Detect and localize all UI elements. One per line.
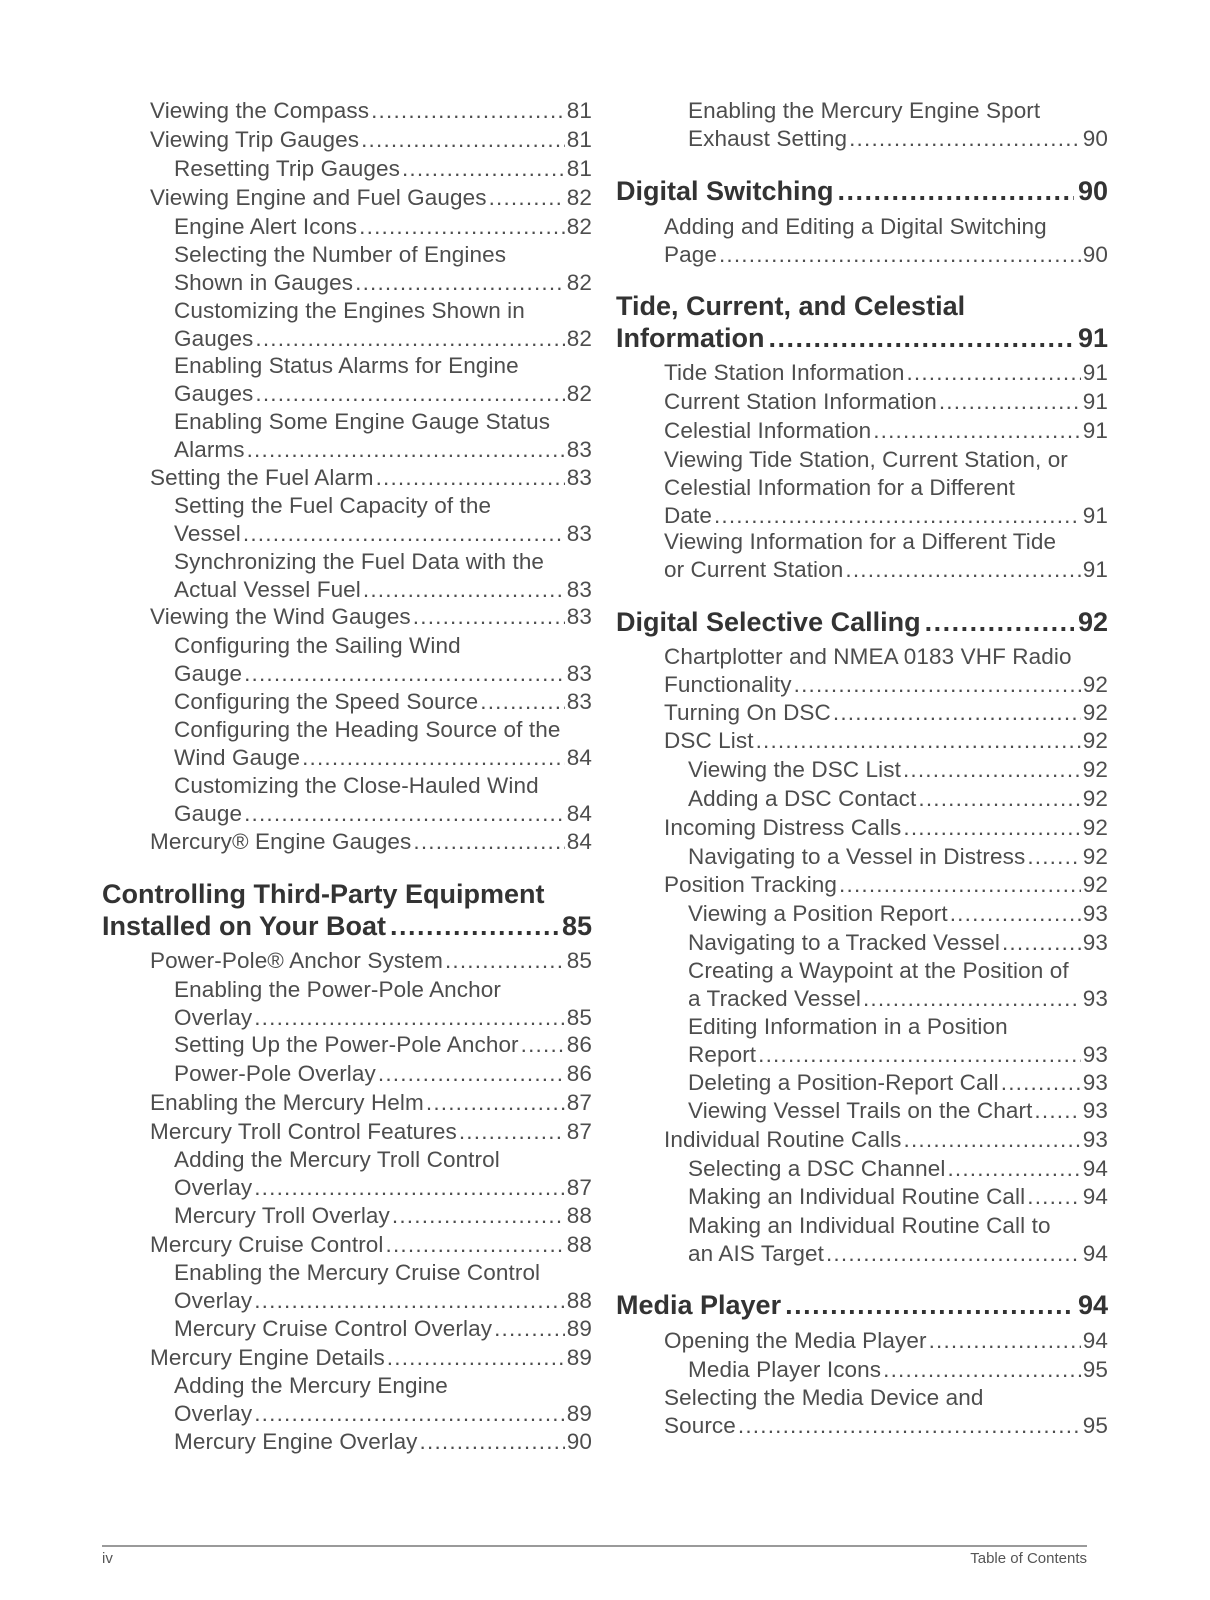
toc-entry-title: Deleting a Position-Report Call (688, 1070, 999, 1095)
dot-leader (387, 1344, 565, 1372)
toc-section-heading[interactable] (616, 1289, 1108, 1321)
dot-leader (947, 1155, 1080, 1183)
toc-entry-title: Viewing a Position Report (688, 901, 948, 926)
toc-entry-title: Mercury® Engine Gauges (150, 829, 412, 854)
dot-leader (243, 520, 565, 548)
toc-entry[interactable] (102, 947, 592, 975)
dot-leader (386, 1231, 565, 1259)
toc-page-number[interactable]: 90 (1082, 242, 1108, 267)
toc-page-number[interactable]: 93 (1082, 1070, 1108, 1095)
dot-leader (904, 1126, 1081, 1154)
toc-entry-title: Power-Pole Overlay (174, 1061, 376, 1086)
toc-entry-title: Power-Pole® Anchor System (150, 948, 443, 973)
dot-leader (833, 699, 1081, 727)
dot-leader (494, 1315, 565, 1343)
toc-page-number[interactable]: 83 (566, 437, 592, 462)
toc-subentry[interactable] (102, 352, 592, 408)
toc-entry-title: Shown in Gauges (174, 270, 354, 295)
toc-entry-title: Gauge (174, 661, 243, 686)
toc-page-number[interactable]: 83 (566, 465, 592, 490)
dot-leader (244, 800, 565, 828)
dot-leader (756, 727, 1081, 755)
toc-page-number[interactable]: 95 (1082, 1357, 1108, 1382)
toc-subentry[interactable] (102, 297, 592, 353)
toc-page-number[interactable]: 88 (566, 1203, 592, 1228)
toc-entry-title: Digital Selective Calling (616, 607, 921, 637)
dot-leader (355, 269, 565, 297)
dot-leader (906, 359, 1080, 387)
toc-entry-title: Enabling Status Alarms for Engine (174, 353, 519, 378)
dot-leader (785, 1289, 1074, 1321)
toc-entry-title: an AIS Target (688, 1241, 824, 1266)
toc-entry-title: Report (688, 1042, 757, 1067)
toc-entry-title: Adding a DSC Contact (688, 786, 917, 811)
dot-leader (413, 828, 564, 856)
toc-page-number[interactable]: 93 (1082, 1042, 1108, 1067)
toc-entry-title: Making an Individual Routine Call to (688, 1213, 1051, 1238)
toc-entry-title: Editing Information in a Position (688, 1014, 1008, 1039)
dot-leader (758, 1041, 1081, 1069)
toc-page-number[interactable]: 91 (1082, 360, 1108, 385)
toc-entry-title: Gauges (174, 381, 254, 406)
toc-page-number[interactable]: 83 (566, 689, 592, 714)
toc-entry-title: Setting the Fuel Alarm (150, 465, 374, 490)
toc-page-number[interactable]: 91 (1082, 389, 1108, 414)
toc-entry[interactable] (616, 359, 1108, 387)
dot-leader (939, 388, 1081, 416)
toc-entry-title: Selecting the Media Device and (664, 1385, 984, 1410)
toc-entry-title: Celestial Information for a Different (664, 475, 1015, 500)
dot-leader (1027, 1183, 1081, 1211)
toc-entry[interactable] (616, 528, 1108, 584)
dot-leader (302, 744, 565, 772)
dot-leader (390, 910, 558, 942)
toc-entry-title: Selecting the Number of Engines (174, 242, 507, 267)
dot-leader (402, 155, 565, 183)
toc-entry-title: Navigating to a Tracked Vessel (688, 930, 1000, 955)
dot-leader (929, 1327, 1081, 1355)
toc-entry-title: Viewing Trip Gauges (150, 127, 360, 152)
toc-entry-title: Incoming Distress Calls (664, 815, 902, 840)
toc-entry-title: Installed on Your Boat (102, 911, 387, 941)
toc-subentry[interactable] (616, 97, 1108, 153)
toc-entry-title: Enabling Some Engine Gauge Status (174, 409, 551, 434)
toc-entry-title: Synchronizing the Fuel Data with the (174, 549, 545, 574)
toc-subentry[interactable] (616, 1183, 1108, 1211)
toc-entry-title: Adding the Mercury Troll Control (174, 1147, 500, 1172)
dot-leader (925, 606, 1074, 638)
toc-page-number[interactable]: 92 (1077, 607, 1108, 637)
toc-page-number[interactable]: 95 (1082, 1413, 1108, 1438)
toc-subentry[interactable] (616, 843, 1108, 871)
toc-entry-title: Source (664, 1413, 736, 1438)
toc-page-number[interactable]: 86 (566, 1032, 592, 1057)
toc-page-number[interactable]: 93 (1082, 1098, 1108, 1123)
toc-entry-title: Celestial Information (664, 418, 872, 443)
dot-leader (849, 125, 1081, 153)
toc-page-number[interactable]: 93 (1082, 901, 1108, 926)
toc-page-number[interactable]: 88 (566, 1288, 592, 1313)
toc-subentry[interactable] (616, 957, 1108, 1013)
toc-section-heading[interactable] (102, 878, 592, 942)
toc-page-number[interactable]: 82 (566, 185, 592, 210)
toc-entry-title: Adding the Mercury Engine (174, 1373, 448, 1398)
toc-section-heading[interactable] (616, 290, 1108, 354)
toc-entry-title: Engine Alert Icons (174, 214, 358, 239)
toc-page-number[interactable]: 92 (1082, 728, 1108, 753)
toc-entry-title: Information (616, 323, 765, 353)
toc-entry-title: Configuring the Sailing Wind (174, 633, 461, 658)
toc-page-number[interactable]: 86 (566, 1061, 592, 1086)
toc-page-number[interactable]: 94 (1082, 1184, 1108, 1209)
toc-entry-title: Controlling Third-Party Equipment (102, 879, 545, 909)
toc-entry-title: Setting Up the Power-Pole Anchor (174, 1032, 519, 1057)
toc-page-number[interactable]: 94 (1082, 1328, 1108, 1353)
toc-subentry[interactable] (102, 1146, 592, 1202)
toc-entry-title: Navigating to a Vessel in Distress (688, 844, 1026, 869)
toc-entry-title: Chartplotter and NMEA 0183 VHF Radio (664, 644, 1072, 669)
toc-page-number[interactable]: 92 (1082, 700, 1108, 725)
toc-entry-title: Wind Gauge (174, 745, 301, 770)
toc-page-number[interactable]: 93 (1082, 1127, 1108, 1152)
dot-leader (903, 814, 1080, 842)
dot-leader (445, 947, 565, 975)
toc-entry-title: Gauges (174, 326, 254, 351)
toc-page-number[interactable]: 82 (566, 381, 592, 406)
footer-section-title: Table of Contents (970, 1550, 1087, 1567)
dot-leader (255, 325, 564, 353)
toc-subentry[interactable] (102, 716, 592, 772)
toc-entry[interactable] (102, 1118, 592, 1146)
dot-leader (883, 1356, 1081, 1384)
toc-entry-title: Tide Station Information (664, 360, 905, 385)
dot-leader (254, 1400, 565, 1428)
dot-leader (1034, 1097, 1080, 1125)
dot-leader (392, 1202, 565, 1230)
dot-leader (413, 603, 565, 631)
toc-page-number[interactable]: 84 (566, 829, 592, 854)
toc-entry-title: Mercury Cruise Control (150, 1232, 384, 1257)
toc-page-number[interactable]: 92 (1082, 844, 1108, 869)
toc-entry-title: Selecting a DSC Channel (688, 1156, 946, 1181)
toc-page-number[interactable]: 91 (1082, 503, 1108, 528)
toc-entry-title: Viewing Vessel Trails on the Chart (688, 1098, 1033, 1123)
toc-entry[interactable] (616, 727, 1108, 755)
toc-entry-title: Viewing the Compass (150, 98, 370, 123)
toc-page-number[interactable]: 84 (566, 801, 592, 826)
toc-entry-title: Turning On DSC (664, 700, 831, 725)
toc-page-number[interactable]: 92 (1082, 672, 1108, 697)
toc-subentry[interactable] (102, 1202, 592, 1230)
toc-subentry[interactable] (102, 1031, 592, 1059)
toc-entry[interactable] (102, 97, 592, 125)
toc-entry-title: Enabling the Mercury Helm (150, 1090, 424, 1115)
dot-leader (714, 502, 1081, 530)
footer-divider (102, 1545, 1087, 1547)
toc-entry-title: Overlay (174, 1401, 253, 1426)
toc-subentry[interactable] (616, 785, 1108, 813)
dot-leader (826, 1240, 1081, 1268)
toc-entry-title: Viewing the DSC List (688, 757, 901, 782)
toc-entry-title: Current Station Information (664, 389, 937, 414)
dot-leader (363, 576, 565, 604)
toc-page-number[interactable]: 83 (566, 521, 592, 546)
dot-leader (254, 1174, 565, 1202)
dot-leader (254, 1287, 565, 1315)
dot-leader (918, 785, 1080, 813)
toc-entry-title: Making an Individual Routine Call (688, 1184, 1026, 1209)
toc-entry[interactable] (616, 871, 1108, 899)
toc-page-number[interactable]: 85 (566, 1005, 592, 1030)
dot-leader (244, 660, 565, 688)
toc-subentry[interactable] (102, 1315, 592, 1343)
toc-entry-title: Digital Switching (616, 176, 834, 206)
toc-page-number[interactable]: 87 (566, 1175, 592, 1200)
toc-page-number[interactable]: 90 (1077, 176, 1108, 206)
toc-page-number[interactable]: 93 (1082, 986, 1108, 1011)
toc-page-number[interactable]: 89 (566, 1316, 592, 1341)
toc-page-number[interactable]: 90 (566, 1429, 592, 1454)
toc-subentry[interactable] (102, 241, 592, 297)
toc-subentry[interactable] (616, 900, 1108, 928)
toc-page-number[interactable]: 81 (566, 98, 592, 123)
toc-subentry[interactable] (102, 1372, 592, 1428)
toc-entry-title: Customizing the Close-Hauled Wind (174, 773, 539, 798)
toc-entry-title: Enabling the Power-Pole Anchor (174, 977, 501, 1002)
toc-subentry[interactable] (102, 1060, 592, 1088)
dot-leader (247, 436, 565, 464)
toc-entry-title: Viewing the Wind Gauges (150, 604, 411, 629)
toc-entry-title: Overlay (174, 1005, 253, 1030)
toc-entry-title: Viewing Engine and Fuel Gauges (150, 185, 487, 210)
toc-page-number[interactable]: 94 (1082, 1156, 1108, 1181)
toc-entry-title: Alarms (174, 437, 245, 462)
dot-leader (719, 241, 1081, 269)
toc-entry[interactable] (616, 1126, 1108, 1154)
toc-entry-title: Creating a Waypoint at the Position of (688, 958, 1069, 983)
toc-entry[interactable] (616, 446, 1108, 530)
toc-entry-title: Mercury Engine Details (150, 1345, 385, 1370)
toc-page-number[interactable]: 83 (566, 661, 592, 686)
dot-leader (480, 688, 565, 716)
toc-entry-title: Individual Routine Calls (664, 1127, 902, 1152)
toc-entry-title: Actual Vessel Fuel (174, 577, 361, 602)
toc-entry-title: a Tracked Vessel (688, 986, 861, 1011)
dot-leader (738, 1412, 1081, 1440)
toc-section-heading[interactable] (616, 175, 1108, 207)
toc-entry[interactable] (616, 643, 1108, 699)
toc-page-number[interactable]: 93 (1082, 930, 1108, 955)
toc-subentry[interactable] (102, 976, 592, 1032)
toc-entry-title: Customizing the Engines Shown in (174, 298, 525, 323)
toc-subentry[interactable] (616, 929, 1108, 957)
toc-entry[interactable] (616, 1384, 1108, 1440)
dot-leader (254, 1004, 565, 1032)
dot-leader (426, 1089, 565, 1117)
toc-entry-title: Page (664, 242, 717, 267)
dot-leader (1002, 929, 1081, 957)
dot-leader (769, 322, 1074, 354)
toc-entry-title: Enabling the Mercury Engine Sport (688, 98, 1041, 123)
dot-leader (838, 175, 1074, 207)
toc-subentry[interactable] (102, 155, 592, 183)
toc-subentry[interactable] (616, 1155, 1108, 1183)
toc-subentry[interactable] (102, 548, 592, 604)
dot-leader (950, 900, 1081, 928)
toc-page-number[interactable]: 84 (566, 745, 592, 770)
toc-entry-title: Adding and Editing a Digital Switching (664, 214, 1047, 239)
dot-leader (1001, 1069, 1081, 1097)
toc-entry[interactable] (102, 464, 592, 492)
toc-entry[interactable] (102, 1344, 592, 1372)
dot-leader (863, 985, 1081, 1013)
toc-subentry[interactable] (616, 1069, 1108, 1097)
toc-subentry[interactable] (102, 1259, 592, 1315)
toc-page-number[interactable]: 92 (1082, 872, 1108, 897)
toc-entry-title: Mercury Troll Control Features (150, 1119, 457, 1144)
toc-entry-title: Vessel (174, 521, 241, 546)
toc-entry-title: Date (664, 503, 712, 528)
toc-entry-title: DSC List (664, 728, 754, 753)
dot-leader (359, 213, 565, 241)
toc-page-number[interactable]: 82 (566, 270, 592, 295)
toc-entry-title: Opening the Media Player (664, 1328, 927, 1353)
toc-entry-title: Configuring the Speed Source (174, 689, 479, 714)
toc-page-number[interactable]: 92 (1082, 786, 1108, 811)
dot-leader (371, 97, 565, 125)
toc-subentry[interactable] (616, 756, 1108, 784)
toc-entry-title: Overlay (174, 1288, 253, 1313)
toc-entry-title: Functionality (664, 672, 792, 697)
toc-entry-title: Mercury Troll Overlay (174, 1203, 390, 1228)
toc-page-number[interactable]: 82 (566, 326, 592, 351)
toc-entry[interactable] (102, 184, 592, 212)
dot-leader (459, 1118, 565, 1146)
toc-subentry[interactable] (616, 1212, 1108, 1268)
dot-leader (903, 756, 1081, 784)
toc-page-number[interactable]: 91 (1077, 323, 1108, 353)
toc-page-number[interactable]: 90 (1082, 126, 1108, 151)
toc-entry[interactable] (102, 828, 592, 856)
toc-page-number[interactable]: 87 (566, 1119, 592, 1144)
toc-subentry[interactable] (102, 1428, 592, 1456)
toc-entry-title: or Current Station (664, 557, 844, 582)
dot-leader (794, 671, 1081, 699)
dot-leader (845, 556, 1080, 584)
toc-entry-title: Viewing Tide Station, Current Station, or (664, 447, 1068, 472)
toc-entry-title: Media Player Icons (688, 1357, 882, 1382)
toc-page-number[interactable]: 89 (566, 1401, 592, 1426)
dot-leader (521, 1031, 565, 1059)
toc-subentry[interactable] (102, 772, 592, 828)
toc-entry[interactable] (102, 603, 592, 631)
toc-page-number[interactable]: 89 (566, 1345, 592, 1370)
toc-entry-title: Exhaust Setting (688, 126, 848, 151)
toc-subentry[interactable] (102, 492, 592, 548)
toc-entry-title: Media Player (616, 1290, 782, 1320)
toc-entry[interactable] (102, 1231, 592, 1259)
toc-page-number[interactable]: 91 (1082, 418, 1108, 443)
toc-entry-title: Mercury Engine Overlay (174, 1429, 418, 1454)
toc-entry[interactable] (102, 126, 592, 154)
toc-entry[interactable] (616, 1327, 1108, 1355)
toc-entry[interactable] (616, 814, 1108, 842)
toc-entry-title: Gauge (174, 801, 243, 826)
toc-page-number[interactable]: 88 (566, 1232, 592, 1257)
toc-subentry[interactable] (102, 213, 592, 241)
toc-page-number[interactable]: 87 (566, 1090, 592, 1115)
toc-page-number[interactable]: 85 (566, 948, 592, 973)
toc-subentry[interactable] (616, 1013, 1108, 1069)
toc-page-number[interactable]: 91 (1082, 557, 1108, 582)
toc-entry[interactable] (616, 213, 1108, 269)
dot-leader (873, 417, 1081, 445)
toc-page-number[interactable]: 94 (1082, 1241, 1108, 1266)
dot-leader (376, 464, 565, 492)
toc-entry-title: Enabling the Mercury Cruise Control (174, 1260, 541, 1285)
toc-page-number[interactable]: 85 (561, 911, 592, 941)
toc-entry-title: Position Tracking (664, 872, 838, 897)
toc-entry-title: Overlay (174, 1175, 253, 1200)
toc-entry-title: Viewing Information for a Different Tide (664, 529, 1057, 554)
toc-entry-title: Tide, Current, and Celestial (616, 291, 966, 321)
toc-page-number[interactable]: 94 (1077, 1290, 1108, 1320)
toc-subentry[interactable] (102, 408, 592, 464)
toc-page-number[interactable]: 81 (566, 156, 592, 181)
toc-entry-title: Setting the Fuel Capacity of the (174, 493, 492, 518)
toc-entry[interactable] (616, 417, 1108, 445)
dot-leader (420, 1428, 565, 1456)
toc-page-number[interactable]: 82 (566, 214, 592, 239)
toc-page-number[interactable]: 81 (566, 127, 592, 152)
toc-page-number[interactable]: 92 (1082, 757, 1108, 782)
toc-page-number[interactable]: 92 (1082, 815, 1108, 840)
dot-leader (489, 184, 565, 212)
toc-entry-title: Configuring the Heading Source of the (174, 717, 561, 742)
toc-page-number[interactable]: 83 (566, 604, 592, 629)
toc-subentry[interactable] (616, 1097, 1108, 1125)
toc-subentry[interactable] (102, 688, 592, 716)
toc-entry-title: Resetting Trip Gauges (174, 156, 400, 181)
toc-entry[interactable] (616, 388, 1108, 416)
toc-entry[interactable] (616, 699, 1108, 727)
toc-page-number[interactable]: 83 (566, 577, 592, 602)
toc-entry-title: Mercury Cruise Control Overlay (174, 1316, 493, 1341)
dot-leader (1027, 843, 1080, 871)
dot-leader (255, 380, 564, 408)
dot-leader (378, 1060, 565, 1088)
dot-leader (361, 126, 565, 154)
toc-subentry[interactable] (102, 632, 592, 688)
footer-page-number: iv (102, 1550, 113, 1567)
toc-entry[interactable] (102, 1089, 592, 1117)
toc-section-heading[interactable] (616, 606, 1108, 638)
toc-subentry[interactable] (616, 1356, 1108, 1384)
dot-leader (839, 871, 1081, 899)
